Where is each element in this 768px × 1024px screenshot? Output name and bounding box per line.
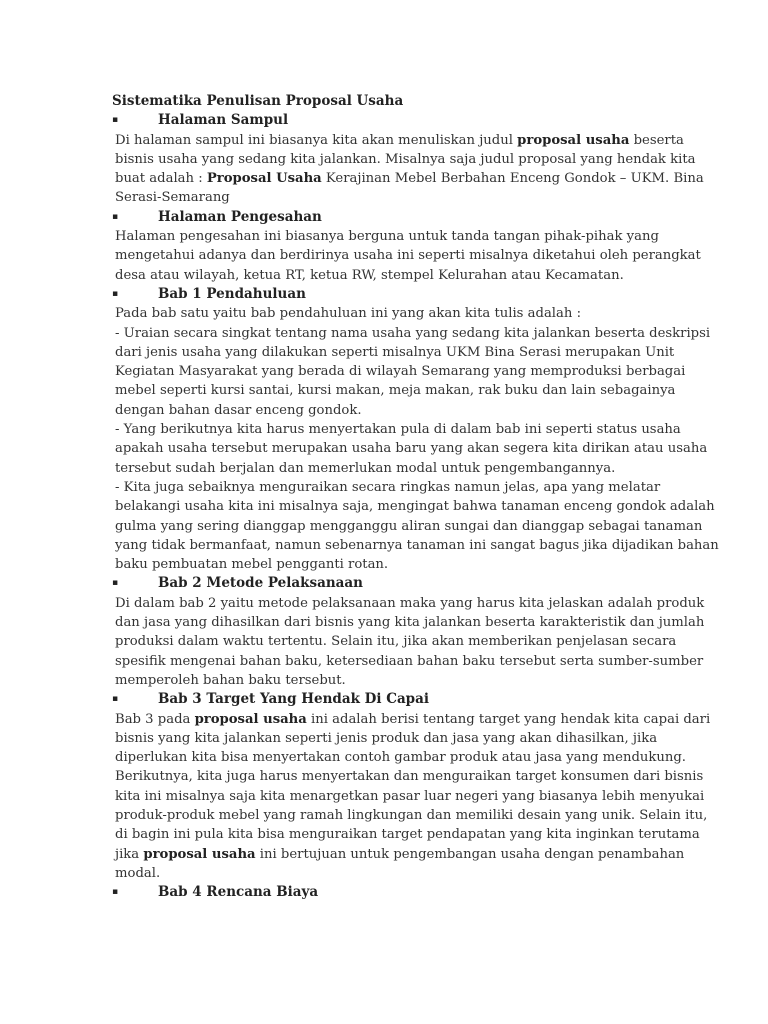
- paragraph-line: [115, 710, 711, 729]
- text-run: mebel seperti kursi santai, kursi makan, meja makan, rak buku dan lain sebagainya: [115, 383, 676, 399]
- bold-text: Proposal Usaha: [206, 171, 322, 187]
- text-run: beserta: [629, 132, 684, 148]
- document-title: Sistematika Penulisan Proposal Usaha: [112, 93, 404, 109]
- paragraph-line: [115, 439, 708, 458]
- paragraph-line: [115, 169, 704, 188]
- text-run: jika: [115, 846, 144, 862]
- bold-text: proposal usaha: [143, 846, 256, 862]
- section-heading-text: Bab 2 Metode Pelaksanaan: [158, 575, 363, 592]
- section-heading: [112, 883, 660, 902]
- paragraph-line: [115, 188, 660, 207]
- text-run: modal.: [115, 865, 161, 881]
- text-run: gulma yang sering dianggap mengganggu aliran sungai dan dianggap sebagai tanaman: [115, 518, 703, 534]
- section-heading-text: Halaman Sampul: [158, 112, 289, 129]
- text-run: belakangi usaha kita ini misalnya saja, mengingat bahwa tanaman enceng gondok adalah: [115, 499, 715, 515]
- text-run: diperlukan kita bisa menyertakan contoh gambar produk atau jasa yang mendukung.: [115, 750, 686, 766]
- section-body: [112, 304, 719, 574]
- paragraph-line: [115, 401, 660, 420]
- text-run: kita ini misalnya saja kita menargetkan pasar luar negeri yang biasanya lebih menyukai: [115, 788, 705, 804]
- section-heading: [112, 574, 660, 593]
- bullet-icon: ▪: [112, 115, 119, 126]
- section-heading-text: Bab 3 Target Yang Hendak Di Capai: [158, 691, 430, 708]
- section-heading: [112, 208, 660, 227]
- section-heading: [112, 111, 660, 130]
- section-heading: [112, 285, 660, 304]
- paragraph-line: [115, 652, 704, 671]
- paragraph-line: [115, 864, 660, 883]
- text-run: desa atau wilayah, ketua RT, ketua RW, stempel Kelurahan atau Kecamatan.: [115, 267, 624, 283]
- paragraph-line: [115, 478, 660, 497]
- paragraph-line: [115, 555, 660, 574]
- text-run: bisnis yang kita jalankan seperti jenis produk dan jasa yang akan dihasilkan, jika: [115, 730, 658, 746]
- section-body: [112, 131, 704, 208]
- text-run: Halaman pengesahan ini biasanya berguna untuk tanda tangan pihak-pihak yang: [115, 229, 659, 245]
- section-heading-text: Bab 4 Rencana Biaya: [158, 884, 319, 901]
- paragraph-line: [115, 594, 705, 613]
- paragraph-line: [115, 131, 684, 150]
- text-run: memperoleh bahan baku tersebut.: [115, 672, 346, 688]
- paragraph-line: [115, 304, 660, 323]
- paragraph-line: [115, 343, 675, 362]
- text-run: - Uraian secara singkat tentang nama usaha yang sedang kita jalankan beserta deskripsi: [115, 325, 711, 341]
- text-run: spesifik mengenai bahan baku, ketersediaan bahan baku tersebut serta sumber-sumber: [115, 653, 704, 669]
- paragraph-line: [115, 517, 703, 536]
- text-run: produksi dalam waktu tertentu. Selain itu, jika akan memberikan penjelasan secara: [115, 634, 677, 650]
- text-run: ini bertujuan untuk pengembangan usaha dengan penambahan: [255, 846, 685, 862]
- text-run: di bagin ini pula kita bisa menguraikan target pendapatan yang kita inginkan terutama: [115, 827, 700, 843]
- paragraph-line: [115, 671, 660, 690]
- text-run: dengan bahan dasar enceng gondok.: [115, 402, 362, 418]
- paragraph-line: [115, 767, 704, 786]
- paragraph-line: [115, 227, 660, 246]
- paragraph-line: [115, 729, 660, 748]
- section-heading: [112, 690, 660, 709]
- bullet-icon: ▪: [112, 694, 119, 705]
- text-run: Kegiatan Masyarakat yang berada di wilayah Semarang yang memproduksi berbagai: [115, 364, 686, 380]
- paragraph-line: [115, 150, 696, 169]
- paragraph-line: [115, 266, 660, 285]
- text-run: Pada bab satu yaitu bab pendahuluan ini yang akan kita tulis adalah :: [115, 306, 582, 322]
- paragraph-line: [115, 748, 686, 767]
- paragraph-line: [115, 459, 660, 478]
- section-body: [112, 594, 705, 690]
- paragraph-line: [115, 381, 676, 400]
- text-run: ini adalah berisi tentang target yang hendak kita capai dari: [306, 711, 711, 727]
- paragraph-line: [115, 324, 711, 343]
- bullet-icon: ▪: [112, 578, 119, 589]
- text-run: baku pembuatan mebel pengganti rotan.: [115, 557, 389, 573]
- text-run: Di dalam bab 2 yaitu metode pelaksanaan maka yang harus kita jelaskan adalah produk: [115, 595, 705, 611]
- text-run: apakah usaha tersebut merupakan usaha baru yang akan segera kita dirikan atau usaha: [115, 441, 708, 457]
- section-body: [112, 227, 701, 285]
- text-run: - Yang berikutnya kita harus menyertakan pula di dalam bab ini seperti status usaha: [115, 422, 681, 438]
- bullet-icon: ▪: [112, 887, 119, 898]
- text-run: Berikutnya, kita juga harus menyertakan dan menguraikan target konsumen dari bisnis: [115, 769, 704, 785]
- paragraph-line: [115, 536, 719, 555]
- text-run: dari jenis usaha yang dilakukan seperti misalnya UKM Bina Serasi merupakan Unit: [115, 344, 675, 360]
- paragraph-line: [115, 362, 686, 381]
- text-run: Serasi-Semarang: [115, 190, 230, 206]
- paragraph-line: [115, 787, 705, 806]
- paragraph-line: [115, 825, 700, 844]
- paragraph-line: [115, 845, 685, 864]
- text-run: produk-produk mebel yang ramah lingkungan dan memiliki desain yang unik. Selain itu,: [115, 807, 708, 823]
- bold-text: proposal usaha: [194, 711, 307, 727]
- paragraph-line: [115, 806, 708, 825]
- bold-text: proposal usaha: [517, 132, 630, 148]
- text-run: bisnis usaha yang sedang kita jalankan. Misalnya saja judul proposal yang hendak kita: [115, 151, 696, 167]
- text-run: buat adalah :: [115, 171, 207, 187]
- text-run: Kerajinan Mebel Berbahan Enceng Gondok – UKM. Bina: [321, 171, 704, 187]
- paragraph-line: [115, 613, 705, 632]
- paragraph-line: [115, 420, 681, 439]
- section-heading-text: Bab 1 Pendahuluan: [158, 285, 306, 302]
- document-body: [112, 92, 719, 902]
- paragraph-line: [115, 497, 715, 516]
- text-run: - Kita juga sebaiknya menguraikan secara ringkas namun jelas, apa yang melatar: [115, 479, 661, 495]
- text-run: Di halaman sampul ini biasanya kita akan menuliskan judul: [115, 132, 518, 148]
- paragraph-line: [115, 246, 701, 265]
- text-run: Bab 3 pada: [115, 711, 195, 727]
- paragraph-line: [115, 632, 677, 651]
- text-run: dan jasa yang dihasilkan dari bisnis yang kita jalankan beserta karakteristik dan jumlah: [115, 615, 705, 631]
- text-run: mengetahui adanya dan berdirinya usaha ini seperti misalnya diketahui oleh perangkat: [115, 248, 701, 264]
- bullet-icon: ▪: [112, 288, 119, 299]
- section-heading-text: Halaman Pengesahan: [158, 208, 322, 225]
- section-body: [112, 710, 711, 884]
- bullet-icon: ▪: [112, 211, 119, 222]
- text-run: yang tidak bermanfaat, namun sebenarnya tanaman ini sangat bagus jika dijadikan bahan: [115, 537, 719, 553]
- text-run: tersebut sudah berjalan dan memerlukan modal untuk pengembangannya.: [115, 460, 616, 476]
